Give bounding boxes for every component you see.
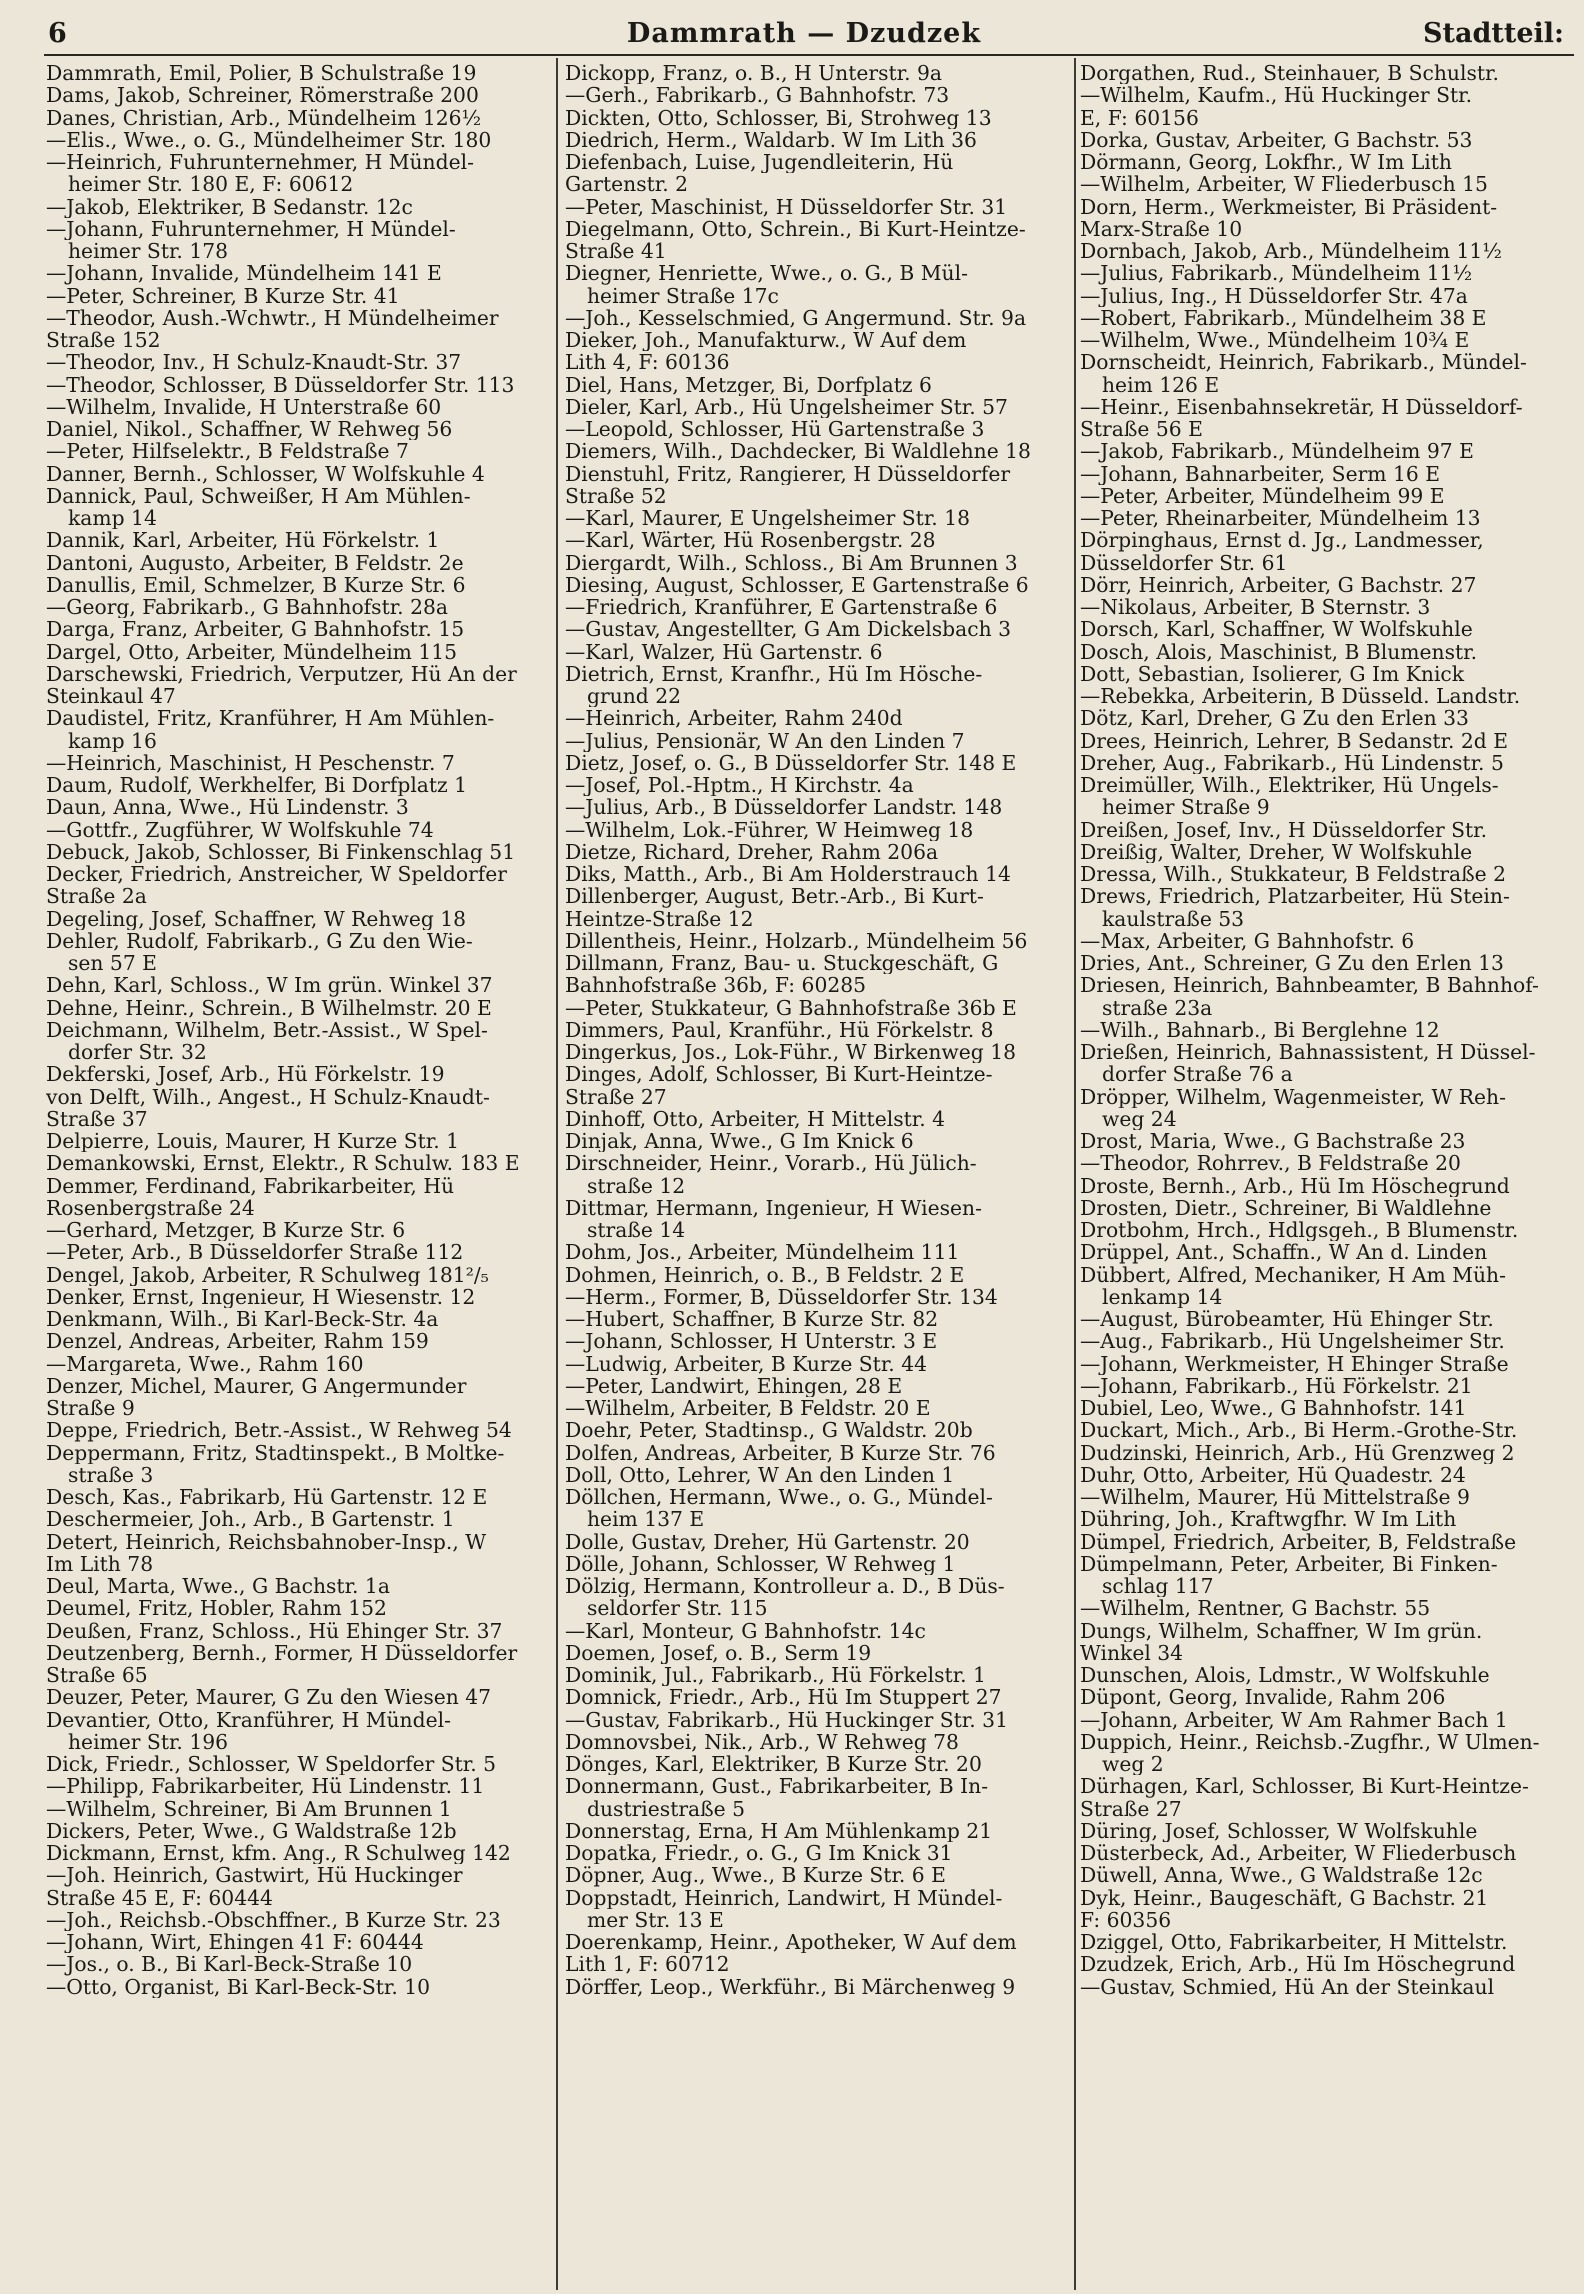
directory-line: Dubiel, Leo, Wwe., G Bahnhofstr. 141	[1080, 1397, 1467, 1420]
directory-line: Duppich, Heinr., Reichsb.-Zugfhr., W Ulmen-	[1080, 1730, 1540, 1753]
directory-line: Doll, Otto, Lehrer, W An den Linden 1	[565, 1463, 955, 1486]
column-divider	[1074, 58, 1076, 2290]
directory-line: Dorgathen, Rud., Steinhauer, B Schulstr.	[1080, 62, 1499, 85]
directory-line: Denkmann, Wilh., Bi Karl-Beck-Str. 4a	[46, 1308, 439, 1331]
directory-line: sen 57 E	[68, 952, 157, 975]
directory-line: —Gustav, Schmied, Hü An der Steinkaul	[1080, 1975, 1495, 1998]
directory-line: Diemers, Wilh., Dachdecker, Bi Waldlehne 18	[565, 440, 1031, 463]
directory-line: Dolle, Gustav, Dreher, Hü Gartenstr. 20	[565, 1530, 970, 1553]
directory-line: Drießen, Heinrich, Bahnassistent, H Düssel-	[1080, 1041, 1536, 1064]
directory-line: —Gottfr., Zugführer, W Wolfskuhle 74	[46, 818, 434, 841]
directory-line: Debuck, Jakob, Schlosser, Bi Finkenschlag 51	[46, 840, 516, 863]
directory-line: Diergardt, Wilh., Schloss., Bi Am Brunnen 3	[565, 551, 1018, 574]
directory-line: Dziggel, Otto, Fabrikarbeiter, H Mittelstr.	[1080, 1931, 1508, 1954]
directory-line: —Julius, Pensionär, W An den Linden 7	[565, 729, 965, 752]
directory-line: Dominik, Jul., Fabrikarb., Hü Förkelstr. 1	[565, 1664, 986, 1687]
directory-line: Daum, Rudolf, Werkhelfer, Bi Dorfplatz 1	[46, 774, 468, 797]
directory-line: Bahnhofstraße 36b, F: 60285	[565, 974, 867, 997]
directory-line: Delpierre, Louis, Maurer, H Kurze Str. 1	[46, 1130, 460, 1153]
column-2	[565, 62, 1071, 2288]
directory-line: —Heinrich, Fuhrunternehmer, H Mündel-	[46, 151, 474, 174]
directory-line: Döpner, Aug., Wwe., B Kurze Str. 6 E	[565, 1864, 946, 1887]
directory-line: —Josef, Pol.-Hptm., H Kirchstr. 4a	[565, 774, 914, 797]
directory-line: Lith 1, F: 60712	[565, 1953, 730, 1976]
directory-line: Dietz, Josef, o. G., B Düsseldorfer Str. 148 E	[565, 751, 1017, 774]
directory-line: Donnerstag, Erna, H Am Mühlenkamp 21	[565, 1819, 993, 1842]
directory-line: kamp 16	[68, 729, 157, 752]
directory-line: Detert, Heinrich, Reichsbahnober-Insp., W	[46, 1530, 487, 1553]
directory-line: —Jakob, Fabrikarb., Mündelheim 97 E	[1080, 440, 1474, 463]
directory-line: Dürhagen, Karl, Schlosser, Bi Kurt-Heintze-	[1080, 1775, 1529, 1798]
page-header	[44, 14, 1564, 54]
directory-line: Dienstuhl, Fritz, Rangierer, H Düsseldorfer	[565, 462, 1011, 485]
directory-line: Dekferski, Josef, Arb., Hü Förkelstr. 19	[46, 1063, 445, 1086]
directory-line: —Peter, Hilfselektr., B Feldstraße 7	[46, 440, 409, 463]
directory-line: —Julius, Fabrikarb., Mündelheim 11½	[1080, 262, 1473, 285]
directory-line: —Peter, Landwirt, Ehingen, 28 E	[565, 1374, 903, 1397]
directory-line: Dohmen, Heinrich, o. B., B Feldstr. 2 E	[565, 1263, 965, 1286]
directory-line: Düring, Josef, Schlosser, W Wolfskuhle	[1080, 1819, 1478, 1842]
directory-line: Dillenberger, August, Betr.-Arb., Bi Kurt-	[565, 885, 984, 908]
directory-line: —Nikolaus, Arbeiter, B Sternstr. 3	[1080, 596, 1431, 619]
directory-line: Rosenbergstraße 24	[46, 1196, 255, 1219]
directory-line: Straße 56 E	[1080, 418, 1203, 441]
directory-line: Demankowski, Ernst, Elektr., R Schulw. 183 E	[46, 1152, 520, 1175]
directory-line: Dingerkus, Jos., Lok-Führ., W Birkenweg 18	[565, 1041, 1017, 1064]
directory-line: Dzudzek, Erich, Arb., Hü Im Höschegrund	[1080, 1953, 1516, 1976]
directory-line: Drews, Friedrich, Platzarbeiter, Hü Stein-	[1080, 885, 1510, 908]
directory-line: —Joh. Heinrich, Gastwirt, Hü Huckinger	[46, 1864, 463, 1887]
directory-line: —Friedrich, Kranführer, E Gartenstraße 6	[565, 596, 998, 619]
directory-line: Demmer, Ferdinand, Fabrikarbeiter, Hü	[46, 1174, 455, 1197]
directory-line: —Wilhelm, Kaufm., Hü Huckinger Str.	[1080, 84, 1473, 107]
directory-line: Daniel, Nikol., Schaffner, W Rehweg 56	[46, 418, 453, 441]
directory-line: Dannick, Paul, Schweißer, H Am Mühlen-	[46, 484, 471, 507]
directory-line: Donnermann, Gust., Fabrikarbeiter, B In-	[565, 1775, 989, 1798]
directory-line: Dröpper, Wilhelm, Wagenmeister, W Reh-	[1080, 1085, 1506, 1108]
directory-line: Dammrath, Emil, Polier, B Schulstraße 19	[46, 62, 477, 85]
directory-line: Danullis, Emil, Schmelzer, B Kurze Str. 6	[46, 573, 466, 596]
directory-line: von Delft, Wilh., Angest., H Schulz-Knaudt-	[46, 1085, 490, 1108]
directory-line: Straße 41	[565, 240, 667, 263]
directory-line: Devantier, Otto, Kranführer, H Mündel-	[46, 1708, 451, 1731]
directory-line: Dimmers, Paul, Kranführ., Hü Förkelstr. 8	[565, 1018, 994, 1041]
directory-line: —Georg, Fabrikarb., G Bahnhofstr. 28a	[46, 596, 448, 619]
directory-line: Straße 45 E, F: 60444	[46, 1886, 273, 1909]
directory-line: Straße 27	[565, 1085, 667, 1108]
directory-line: Straße 2a	[46, 885, 147, 908]
directory-line: dustriestraße 5	[587, 1797, 746, 1820]
directory-line: —Hubert, Schaffner, B Kurze Str. 82	[565, 1308, 939, 1331]
page-title: Dammrath — Dzudzek	[626, 18, 982, 49]
directory-line: Lith 4, F: 60136	[565, 351, 730, 374]
directory-line: —Aug., Fabrikarb., Hü Ungelsheimer Str.	[1080, 1330, 1505, 1353]
directory-line: —Rebekka, Arbeiterin, B Düsseld. Landstr.	[1080, 685, 1521, 708]
directory-line: Deutzenberg, Bernh., Former, H Düsseldorfer	[46, 1641, 518, 1664]
directory-line: Danner, Bernh., Schlosser, W Wolfskuhle 4	[46, 462, 485, 485]
directory-line: —Heinrich, Maschinist, H Peschenstr. 7	[46, 751, 455, 774]
directory-line: —Elis., Wwe., o. G., Mündelheimer Str. 180	[46, 128, 492, 151]
directory-line: —Wilh., Bahnarb., Bi Berglehne 12	[1080, 1018, 1440, 1041]
directory-line: Deppermann, Fritz, Stadtinspekt., B Moltke-	[46, 1441, 505, 1464]
directory-line: Daudistel, Fritz, Kranführer, H Am Mühlen-	[46, 707, 495, 730]
directory-line: Dickten, Otto, Schlosser, Bi, Strohweg 13	[565, 106, 992, 129]
directory-line: Dreißen, Josef, Inv., H Düsseldorfer Str.	[1080, 818, 1488, 841]
directory-line: Dantoni, Augusto, Arbeiter, B Feldstr. 2e	[46, 551, 464, 574]
directory-line: Dorn, Herm., Werkmeister, Bi Präsident-	[1080, 195, 1498, 218]
directory-line: —Gustav, Fabrikarb., Hü Huckinger Str. 31	[565, 1708, 1008, 1731]
directory-line: —Peter, Rheinarbeiter, Mündelheim 13	[1080, 507, 1481, 530]
directory-line: Heintze-Straße 12	[565, 907, 754, 930]
directory-line: lenkamp 14	[1102, 1285, 1223, 1308]
directory-line: —Heinr., Eisenbahnsekretär, H Düsseldorf-	[1080, 395, 1523, 418]
directory-line: —Julius, Arb., B Düsseldorfer Landstr. 148	[565, 796, 1003, 819]
directory-line: Düsterbeck, Ad., Arbeiter, W Fliederbusch	[1080, 1842, 1517, 1865]
directory-line: Im Lith 78	[46, 1552, 154, 1575]
directory-line: heimer Str. 178	[68, 240, 229, 263]
directory-line: —Philipp, Fabrikarbeiter, Hü Lindenstr. 11	[46, 1775, 485, 1798]
directory-line: Gartenstr. 2	[565, 173, 689, 196]
directory-line: Decker, Friedrich, Anstreicher, W Speldorfer	[46, 863, 507, 886]
directory-line: —Leopold, Schlosser, Hü Gartenstraße 3	[565, 418, 985, 441]
directory-line: —Joh., Kesselschmied, G Angermund. Str. 9a	[565, 306, 1027, 329]
directory-line: Steinkaul 47	[46, 685, 176, 708]
directory-line: Straße 37	[46, 1107, 148, 1130]
page-number: 6	[48, 18, 67, 49]
directory-line: —Karl, Monteur, G Bahnhofstr. 14c	[565, 1619, 926, 1642]
directory-line: —Wilhelm, Arbeiter, B Feldstr. 20 E	[565, 1397, 931, 1420]
directory-line: Düwell, Anna, Wwe., G Waldstraße 12c	[1080, 1864, 1483, 1887]
directory-line: Dölle, Johann, Schlosser, W Rehweg 1	[565, 1552, 956, 1575]
directory-line: Diefenbach, Luise, Jugendleiterin, Hü	[565, 151, 954, 174]
directory-line: Denzer, Michel, Maurer, G Angermunder	[46, 1374, 467, 1397]
directory-line: —Herm., Former, B, Düsseldorfer Str. 134	[565, 1285, 998, 1308]
directory-line: —Max, Arbeiter, G Bahnhofstr. 6	[1080, 929, 1415, 952]
directory-line: Domnick, Friedr., Arb., Hü Im Stuppert 27	[565, 1686, 1002, 1709]
directory-line: Dornbach, Jakob, Arb., Mündelheim 11½	[1080, 240, 1502, 263]
directory-line: —Otto, Organist, Bi Karl-Beck-Str. 10	[46, 1975, 431, 1998]
directory-line: mer Str. 13 E	[587, 1908, 724, 1931]
directory-line: Doehr, Peter, Stadtinsp., G Waldstr. 20b	[565, 1419, 973, 1442]
directory-line: Darga, Franz, Arbeiter, G Bahnhofstr. 15	[46, 618, 465, 641]
directory-line: Dümpel, Friedrich, Arbeiter, B, Feldstraße	[1080, 1530, 1517, 1553]
directory-line: —Joh., Reichsb.-Obschffner., B Kurze Str. 23	[46, 1908, 501, 1931]
directory-line: Dörpinghaus, Ernst d. Jg., Landmesser,	[1080, 529, 1484, 552]
directory-line: Dengel, Jakob, Arbeiter, R Schulweg 181²/₅	[46, 1263, 489, 1286]
directory-line: Duckart, Mich., Arb., Bi Herm.-Grothe-Str.	[1080, 1419, 1518, 1442]
directory-line: kamp 14	[68, 507, 157, 530]
directory-line: Dinges, Adolf, Schlosser, Bi Kurt-Heintze-	[565, 1063, 993, 1086]
directory-line: —Jakob, Elektriker, B Sedanstr. 12c	[46, 195, 413, 218]
column-3	[1080, 62, 1580, 2288]
directory-line: Dörr, Heinrich, Arbeiter, G Bachstr. 27	[1080, 573, 1477, 596]
directory-line: Dosch, Alois, Maschinist, B Blumenstr.	[1080, 640, 1478, 663]
directory-line: Straße 152	[46, 329, 161, 352]
directory-line: Dühring, Joh., Kraftwgfhr. W Im Lith	[1080, 1508, 1457, 1531]
directory-line: straße 12	[587, 1174, 686, 1197]
directory-line: Diegner, Henriette, Wwe., o. G., B Mül-	[565, 262, 968, 285]
directory-line: Dreimüller, Wilh., Elektriker, Hü Ungels-	[1080, 774, 1499, 797]
directory-line: Dannik, Karl, Arbeiter, Hü Förkelstr. 1	[46, 529, 440, 552]
directory-line: Dorsch, Karl, Schaffner, W Wolfskuhle	[1080, 618, 1473, 641]
directory-line: Danes, Christian, Arb., Mündelheim 126½	[46, 106, 482, 129]
directory-line: Dickmann, Ernst, kfm. Ang., R Schulweg 142	[46, 1842, 511, 1865]
directory-line: Düsseldorfer Str. 61	[1080, 551, 1288, 574]
directory-line: Drosten, Dietr., Schreiner, Bi Waldlehne	[1080, 1196, 1492, 1219]
directory-line: Diel, Hans, Metzger, Bi, Dorfplatz 6	[565, 373, 932, 396]
directory-line: Denzel, Andreas, Arbeiter, Rahm 159	[46, 1330, 429, 1353]
directory-line: weg 2	[1102, 1753, 1164, 1776]
directory-line: —Johann, Arbeiter, W Am Rahmer Bach 1	[1080, 1708, 1508, 1731]
directory-line: Dressa, Wilh., Stukkateur, B Feldstraße 2	[1080, 863, 1507, 886]
directory-line: kaulstraße 53	[1102, 907, 1245, 930]
directory-line: —Gustav, Angestellter, G Am Dickelsbach 3	[565, 618, 1011, 641]
directory-line: Dietze, Richard, Dreher, Rahm 206a	[565, 840, 939, 863]
directory-line: —Wilhelm, Lok.-Führer, W Heimweg 18	[565, 818, 974, 841]
directory-line: —Gerh., Fabrikarb., G Bahnhofstr. 73	[565, 84, 950, 107]
directory-line: —Peter, Arb., B Düsseldorfer Straße 112	[46, 1241, 464, 1264]
directory-line: Dolfen, Andreas, Arbeiter, B Kurze Str. 76	[565, 1441, 996, 1464]
directory-line: Deppe, Friedrich, Betr.-Assist., W Rehweg 54	[46, 1419, 512, 1442]
directory-line: Dorka, Gustav, Arbeiter, G Bachstr. 53	[1080, 128, 1473, 151]
directory-line: Dümpelmann, Peter, Arbeiter, Bi Finken-	[1080, 1552, 1498, 1575]
directory-line: E, F: 60156	[1080, 106, 1199, 129]
directory-line: —Theodor, Inv., H Schulz-Knaudt-Str. 37	[46, 351, 462, 374]
directory-line: Domnovsbei, Nik., Arb., W Rehweg 78	[565, 1730, 959, 1753]
directory-line: Doerenkamp, Heinr., Apotheker, W Auf dem	[565, 1931, 1017, 1954]
directory-line: —Wilhelm, Arbeiter, W Fliederbusch 15	[1080, 173, 1488, 196]
directory-line: Marx-Straße 10	[1080, 217, 1243, 240]
directory-line: —Wilhelm, Maurer, Hü Mittelstraße 9	[1080, 1486, 1470, 1509]
directory-line: —Johann, Fuhrunternehmer, H Mündel-	[46, 217, 456, 240]
directory-line: Deuzer, Peter, Maurer, G Zu den Wiesen 47	[46, 1686, 492, 1709]
directory-line: Diesing, August, Schlosser, E Gartenstraße 6	[565, 573, 1029, 596]
directory-line: —Theodor, Aush.-Wchwtr., H Mündelheimer	[46, 306, 499, 329]
directory-line: Düpont, Georg, Invalide, Rahm 206	[1080, 1686, 1446, 1709]
directory-line: Dieker, Joh., Manufakturw., W Auf dem	[565, 329, 967, 352]
directory-line: Diedrich, Herm., Waldarb. W Im Lith 36	[565, 128, 977, 151]
directory-line: —Wilhelm, Schreiner, Bi Am Brunnen 1	[46, 1797, 452, 1820]
column-1	[46, 62, 548, 2288]
directory-line: Straße 52	[565, 484, 667, 507]
directory-line: Deußen, Franz, Schloss., Hü Ehinger Str. 37	[46, 1619, 503, 1642]
directory-line: —Johann, Fabrikarb., Hü Förkelstr. 21	[1080, 1374, 1473, 1397]
directory-line: straße 23a	[1102, 996, 1213, 1019]
directory-line: Dinhoff, Otto, Arbeiter, H Mittelstr. 4	[565, 1107, 946, 1130]
directory-line: Drüppel, Ant., Schaffn., W An d. Linden	[1080, 1241, 1488, 1264]
directory-line: —Karl, Wärter, Hü Rosenbergstr. 28	[565, 529, 936, 552]
directory-line: Dieler, Karl, Arb., Hü Ungelsheimer Str. 57	[565, 395, 1008, 418]
directory-line: —Wilhelm, Invalide, H Unterstraße 60	[46, 395, 442, 418]
directory-line: Dötz, Karl, Dreher, G Zu den Erlen 33	[1080, 707, 1469, 730]
directory-line: —Karl, Walzer, Hü Gartenstr. 6	[565, 640, 883, 663]
directory-line: —Wilhelm, Wwe., Mündelheim 10¾ E	[1080, 329, 1470, 352]
directory-line: —Wilhelm, Rentner, G Bachstr. 55	[1080, 1597, 1431, 1620]
directory-line: Doppstadt, Heinrich, Landwirt, H Mündel-	[565, 1886, 1003, 1909]
directory-line: Dehne, Heinr., Schrein., B Wilhelmstr. 20 E	[46, 996, 492, 1019]
directory-line: Dams, Jakob, Schreiner, Römerstraße 200	[46, 84, 479, 107]
directory-line: Dopatka, Friedr., o. G., G Im Knick 31	[565, 1842, 953, 1865]
directory-line: Diks, Matth., Arb., Bi Am Holderstrauch 14	[565, 863, 1011, 886]
directory-line: —Peter, Maschinist, H Düsseldorfer Str. 31	[565, 195, 1008, 218]
directory-line: —Theodor, Schlosser, B Düsseldorfer Str. 113	[46, 373, 515, 396]
directory-line: Dudzinski, Heinrich, Arb., Hü Grenzweg 2	[1080, 1441, 1515, 1464]
directory-line: Dönges, Karl, Elektriker, B Kurze Str. 20	[565, 1753, 982, 1776]
directory-line: —Gerhard, Metzger, B Kurze Str. 6	[46, 1219, 406, 1242]
directory-line: Dietrich, Ernst, Kranfhr., Hü Im Höschе-	[565, 662, 983, 685]
directory-line: Dörmann, Georg, Lokfhr., W Im Lith	[1080, 151, 1452, 174]
directory-line: heim 126 E	[1102, 373, 1220, 396]
directory-line: Drotbohm, Hrch., Hdlgsgeh., B Blumenstr.	[1080, 1219, 1519, 1242]
directory-line: —Theodor, Rohrrev., B Feldstraße 20	[1080, 1152, 1461, 1175]
directory-line: —Margareta, Wwe., Rahm 160	[46, 1352, 364, 1375]
directory-line: Dörffer, Leop., Werkführ., Bi Märchenweg 9	[565, 1975, 1016, 1998]
directory-line: Drost, Maria, Wwe., G Bachstraße 23	[1080, 1130, 1466, 1153]
directory-line: Straße 27	[1080, 1797, 1182, 1820]
directory-line: Daun, Anna, Wwe., Hü Lindenstr. 3	[46, 796, 409, 819]
directory-line: Dick, Friedr., Schlosser, W Speldorfer Str. 5	[46, 1753, 497, 1776]
directory-line: Dickopp, Franz, o. B., H Unterstr. 9a	[565, 62, 943, 85]
directory-line: Dreher, Aug., Fabrikarb., Hü Lindenstr. 5	[1080, 751, 1504, 774]
directory-line: Dehn, Karl, Schloss., W Im grün. Winkel 37	[46, 974, 493, 997]
directory-line: Driesen, Heinrich, Bahnbeamter, B Bahnhof-	[1080, 974, 1539, 997]
directory-line: Dungs, Wilhelm, Schaffner, W Im grün.	[1080, 1619, 1483, 1642]
directory-line: —Ludwig, Arbeiter, B Kurze Str. 44	[565, 1352, 928, 1375]
directory-line: Dübbert, Alfred, Mechaniker, H Am Müh-	[1080, 1263, 1506, 1286]
directory-line: Darschewski, Friedrich, Verputzer, Hü An der	[46, 662, 517, 685]
directory-line: —Johann, Bahnarbeiter, Serm 16 E	[1080, 462, 1441, 485]
directory-line: Dries, Ant., Schreiner, G Zu den Erlen 13	[1080, 952, 1504, 975]
directory-line: F: 60356	[1080, 1908, 1172, 1931]
directory-line: —Peter, Stukkateur, G Bahnhofstraße 36b E	[565, 996, 1017, 1019]
directory-line: dorfer Str. 32	[68, 1041, 207, 1064]
directory-line: —Johann, Wirt, Ehingen 41 F: 60444	[46, 1931, 424, 1954]
directory-line: Deichmann, Wilhelm, Betr.-Assist., W Spel-	[46, 1018, 488, 1041]
directory-line: Desch, Kas., Fabrikarb, Hü Gartenstr. 12 E	[46, 1486, 488, 1509]
directory-line: —Heinrich, Arbeiter, Rahm 240d	[565, 707, 903, 730]
directory-line: grund 22	[587, 685, 682, 708]
directory-line: Diegelmann, Otto, Schrein., Bi Kurt-Heintze-	[565, 217, 1026, 240]
directory-line: straße 14	[587, 1219, 686, 1242]
directory-line: Dickers, Peter, Wwe., G Waldstraße 12b	[46, 1819, 457, 1842]
directory-line: Duhr, Otto, Arbeiter, Hü Quadestr. 24	[1080, 1463, 1466, 1486]
directory-line: Deul, Marta, Wwe., G Bachstr. 1a	[46, 1575, 390, 1598]
directory-line: Dillmann, Franz, Bau- u. Stuckgeschäft, G	[565, 952, 999, 975]
directory-line: seldorfer Str. 115	[587, 1597, 768, 1620]
directory-line: Dinjak, Anna, Wwe., G Im Knick 6	[565, 1130, 914, 1153]
header-rule	[44, 54, 1574, 56]
directory-line: dorfer Straße 76 a	[1102, 1063, 1293, 1086]
directory-line: Drees, Heinrich, Lehrer, B Sedanstr. 2d E	[1080, 729, 1509, 752]
directory-line: Dehler, Rudolf, Fabrikarb., G Zu den Wie-	[46, 929, 473, 952]
directory-line: —Julius, Ing., H Düsseldorfer Str. 47a	[1080, 284, 1468, 307]
directory-line: —Robert, Fabrikarb., Mündelheim 38 E	[1080, 306, 1487, 329]
directory-line: —August, Bürobeamter, Hü Ehinger Str.	[1080, 1308, 1494, 1331]
directory-line: —Karl, Maurer, E Ungelsheimer Str. 18	[565, 507, 970, 530]
directory-line: Degeling, Josef, Schaffner, W Rehweg 18	[46, 907, 467, 930]
directory-line: heim 137 E	[587, 1508, 705, 1531]
directory-line: Droste, Bernh., Arb., Hü Im Höschegrund	[1080, 1174, 1510, 1197]
directory-line: Dornscheidt, Heinrich, Fabrikarb., Mündel-	[1080, 351, 1527, 374]
directory-line: schlag 117	[1102, 1575, 1214, 1598]
directory-line: Winkel 34	[1080, 1641, 1184, 1664]
directory-line: Straße 9	[46, 1397, 135, 1420]
directory-line: Dargel, Otto, Arbeiter, Mündelheim 115	[46, 640, 458, 663]
column-divider	[556, 58, 558, 2290]
directory-line: —Johann, Invalide, Mündelheim 141 E	[46, 262, 442, 285]
section-label: Stadtteil:	[1423, 18, 1564, 49]
directory-line: —Johann, Schlosser, H Unterstr. 3 E	[565, 1330, 938, 1353]
directory-line: Dohm, Jos., Arbeiter, Mündelheim 111	[565, 1241, 960, 1264]
directory-line: —Jos., o. B., Bi Karl-Beck-Straße 10	[46, 1953, 413, 1976]
directory-line: Dirschneider, Heinr., Vorarb., Hü Jülich-	[565, 1152, 977, 1175]
directory-line: —Peter, Schreiner, B Kurze Str. 41	[46, 284, 400, 307]
directory-line: straße 3	[68, 1463, 154, 1486]
directory-line: —Peter, Arbeiter, Mündelheim 99 E	[1080, 484, 1445, 507]
directory-line: Dott, Sebastian, Isolierer, G Im Knick	[1080, 662, 1465, 685]
directory-line: Deschermeier, Joh., Arb., B Gartenstr. 1	[46, 1508, 455, 1531]
directory-line: heimer Straße 17c	[587, 284, 779, 307]
directory-line: heimer Str. 180 E, F: 60612	[68, 173, 354, 196]
directory-line: heimer Str. 196	[68, 1730, 229, 1753]
directory-line: Dittmar, Hermann, Ingenieur, H Wiesen-	[565, 1196, 982, 1219]
directory-line: Dillentheis, Heinr., Holzarb., Mündelheim 56	[565, 929, 1028, 952]
directory-line: Dreißig, Walter, Dreher, W Wolfskuhle	[1080, 840, 1473, 863]
directory-line: Dölzig, Hermann, Kontrolleur a. D., B Düs-	[565, 1575, 1005, 1598]
directory-line: heimer Straße 9	[1102, 796, 1270, 819]
directory-line: Straße 65	[46, 1664, 148, 1687]
directory-line: —Johann, Werkmeister, H Ehinger Straße	[1080, 1352, 1509, 1375]
directory-line: Döllchen, Hermann, Wwe., o. G., Mündel-	[565, 1486, 993, 1509]
directory-line: Doemen, Josef, o. B., Serm 19	[565, 1641, 872, 1664]
directory-line: Dyk, Heinr., Baugeschäft, G Bachstr. 21	[1080, 1886, 1489, 1909]
directory-line: Dunschen, Alois, Ldmstr., W Wolfskuhle	[1080, 1664, 1490, 1687]
directory-line: Deumel, Fritz, Hobler, Rahm 152	[46, 1597, 387, 1620]
directory-line: weg 24	[1102, 1107, 1177, 1130]
directory-line: Denker, Ernst, Ingenieur, H Wiesenstr. 12	[46, 1285, 476, 1308]
